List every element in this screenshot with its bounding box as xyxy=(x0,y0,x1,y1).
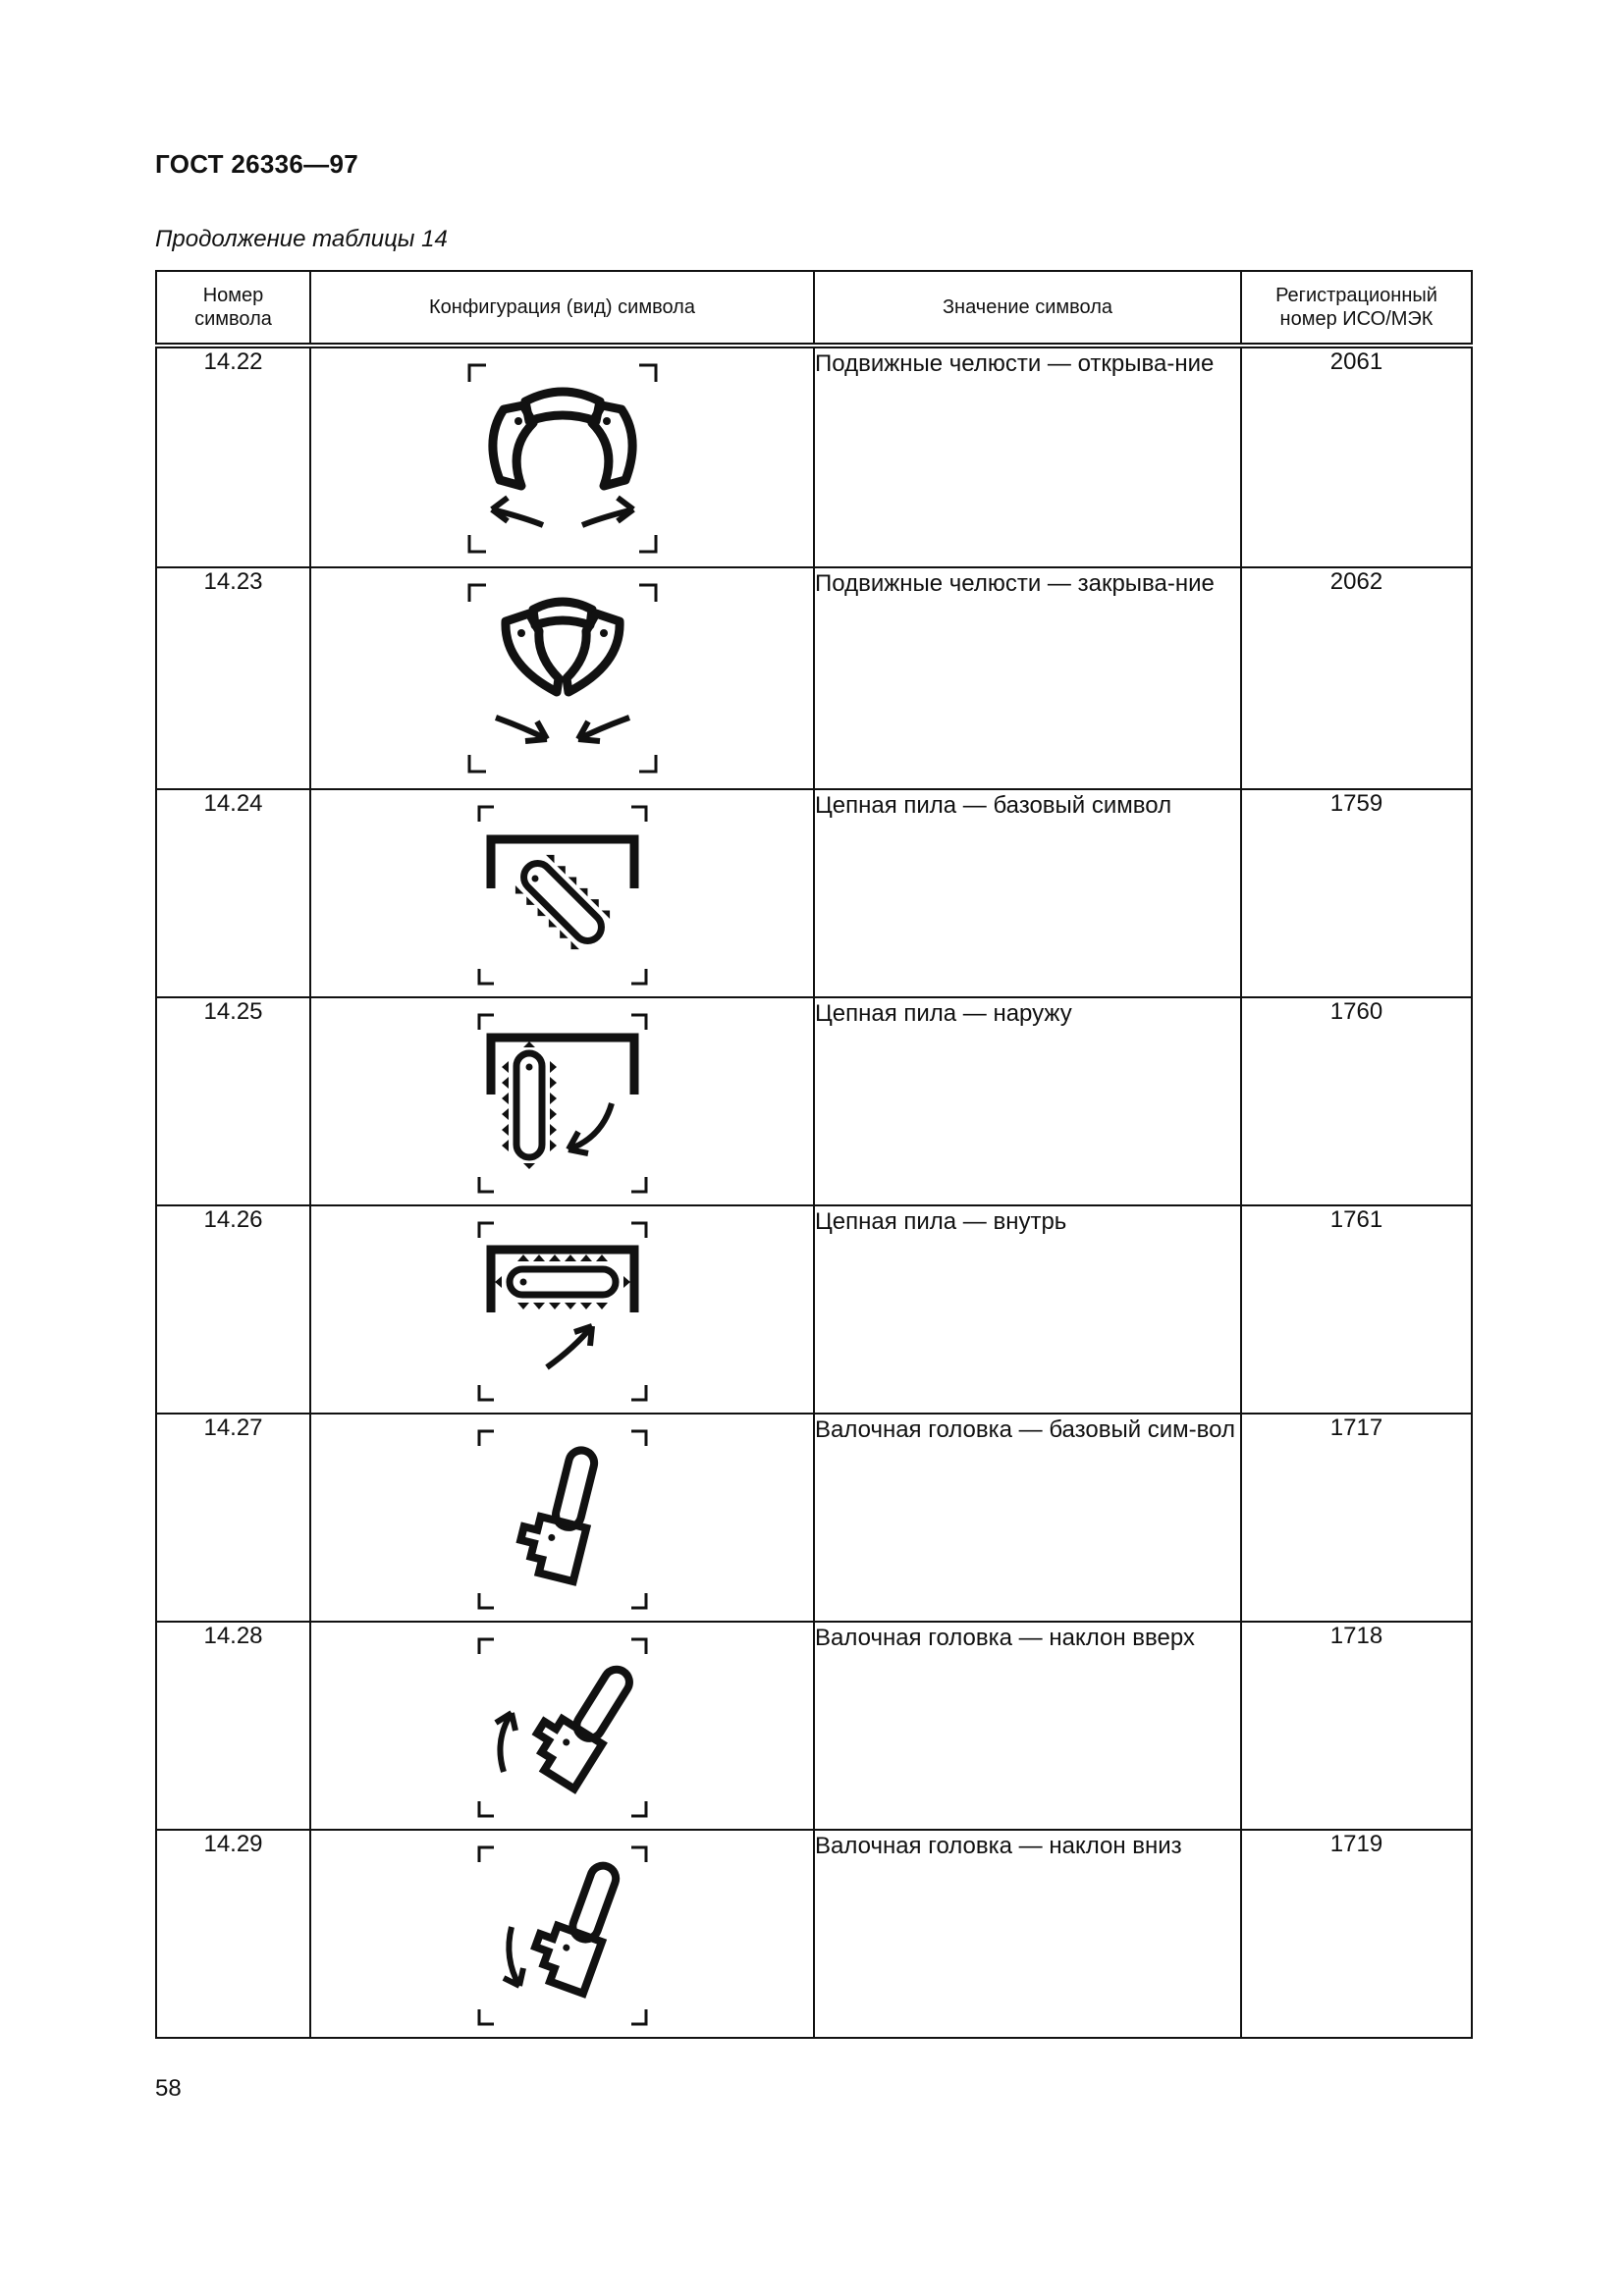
symbol-meaning: Подвижные челюсти — открыва-ние xyxy=(814,346,1241,567)
jaws-close-icon xyxy=(464,580,661,776)
header-config: Конфигурация (вид) символа xyxy=(310,271,814,346)
registration-number: 1761 xyxy=(1241,1205,1472,1414)
registration-number: 2062 xyxy=(1241,567,1472,789)
symbol-number: 14.27 xyxy=(156,1414,310,1622)
symbol-number: 14.24 xyxy=(156,789,310,997)
symbol-meaning: Валочная головка — наклон вниз xyxy=(814,1830,1241,2038)
registration-number: 1719 xyxy=(1241,1830,1472,2038)
symbol-glyph-cell xyxy=(310,789,814,997)
table-row xyxy=(156,1414,1472,1622)
chainsaw-out-icon xyxy=(464,1010,661,1197)
table-row xyxy=(156,346,1472,567)
page-number: 58 xyxy=(155,2075,182,2102)
symbol-meaning: Цепная пила — внутрь xyxy=(814,1205,1241,1414)
symbol-meaning: Цепная пила — наружу xyxy=(814,997,1241,1205)
document-header: ГОСТ 26336—97 xyxy=(155,149,358,179)
symbol-glyph-cell xyxy=(310,1414,814,1622)
table-header-row xyxy=(156,271,1472,346)
table-row xyxy=(156,789,1472,997)
symbol-glyph-cell xyxy=(310,1830,814,2038)
symbol-glyph-cell xyxy=(310,346,814,567)
table-row xyxy=(156,567,1472,789)
felling-head-basic-icon xyxy=(464,1426,661,1613)
symbol-meaning: Валочная головка — наклон вверх xyxy=(814,1622,1241,1830)
symbol-glyph-cell xyxy=(310,567,814,789)
symbol-meaning: Подвижные челюсти — закрыва-ние xyxy=(814,567,1241,789)
symbols-table xyxy=(155,270,1473,2039)
header-registration: Регистрационный номер ИСО/МЭК xyxy=(1241,271,1472,346)
header-number: Номер символа xyxy=(156,271,310,346)
symbol-glyph-cell xyxy=(310,1622,814,1830)
chainsaw-basic-icon xyxy=(464,802,661,988)
table-row xyxy=(156,1830,1472,2038)
table-row xyxy=(156,1205,1472,1414)
table-caption: Продолжение таблицы 14 xyxy=(155,226,448,252)
symbol-number: 14.26 xyxy=(156,1205,310,1414)
symbol-meaning: Валочная головка — базовый сим-вол xyxy=(814,1414,1241,1622)
symbol-glyph-cell xyxy=(310,997,814,1205)
felling-head-tilt-down-icon xyxy=(464,1842,661,2029)
felling-head-tilt-up-icon xyxy=(464,1634,661,1821)
chainsaw-in-icon xyxy=(464,1218,661,1405)
symbol-number: 14.22 xyxy=(156,346,310,567)
symbol-number: 14.29 xyxy=(156,1830,310,2038)
registration-number: 1759 xyxy=(1241,789,1472,997)
registration-number: 1718 xyxy=(1241,1622,1472,1830)
jaws-open-icon xyxy=(464,360,661,557)
registration-number: 1760 xyxy=(1241,997,1472,1205)
symbol-glyph-cell xyxy=(310,1205,814,1414)
registration-number: 1717 xyxy=(1241,1414,1472,1622)
table-row xyxy=(156,1622,1472,1830)
symbol-number: 14.23 xyxy=(156,567,310,789)
table-row xyxy=(156,997,1472,1205)
symbol-number: 14.28 xyxy=(156,1622,310,1830)
symbol-meaning: Цепная пила — базовый символ xyxy=(814,789,1241,997)
registration-number: 2061 xyxy=(1241,346,1472,567)
header-meaning: Значение символа xyxy=(814,271,1241,346)
symbol-number: 14.25 xyxy=(156,997,310,1205)
